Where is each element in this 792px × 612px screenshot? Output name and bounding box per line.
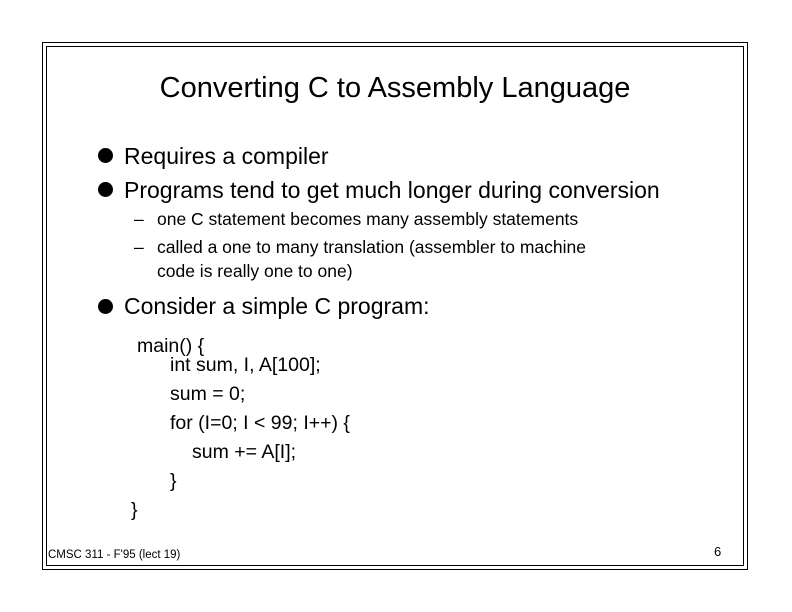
code-line: int sum, I, A[100]; — [170, 354, 321, 376]
code-line: for (I=0; I < 99; I++) { — [170, 412, 350, 434]
footer-course-label: CMSC 311 - F'95 (lect 19) — [48, 549, 181, 561]
code-line: } — [131, 499, 138, 521]
sub-bullet-item: called a one to many translation (assembler to machine — [157, 237, 586, 257]
page-number: 6 — [714, 544, 722, 559]
code-line: sum += A[I]; — [192, 441, 297, 463]
code-line: sum = 0; — [170, 383, 246, 405]
sub-bullet-continuation: code is really one to one) — [157, 261, 353, 281]
dash-icon: – — [134, 237, 144, 257]
bullet-dot-icon — [98, 182, 113, 197]
bullet-item: Consider a simple C program: — [124, 293, 430, 319]
dash-icon: – — [134, 209, 144, 229]
bullet-item: Requires a compiler — [124, 143, 329, 169]
code-line: main() { — [137, 335, 205, 357]
bullet-item: Programs tend to get much longer during conversion — [124, 177, 660, 203]
bullet-dot-icon — [98, 148, 113, 163]
code-line: } — [170, 470, 177, 492]
sub-bullet-item: one C statement becomes many assembly statements — [157, 209, 579, 229]
bullet-dot-icon — [98, 299, 113, 314]
slide-title: Converting C to Assembly Language — [159, 72, 631, 104]
